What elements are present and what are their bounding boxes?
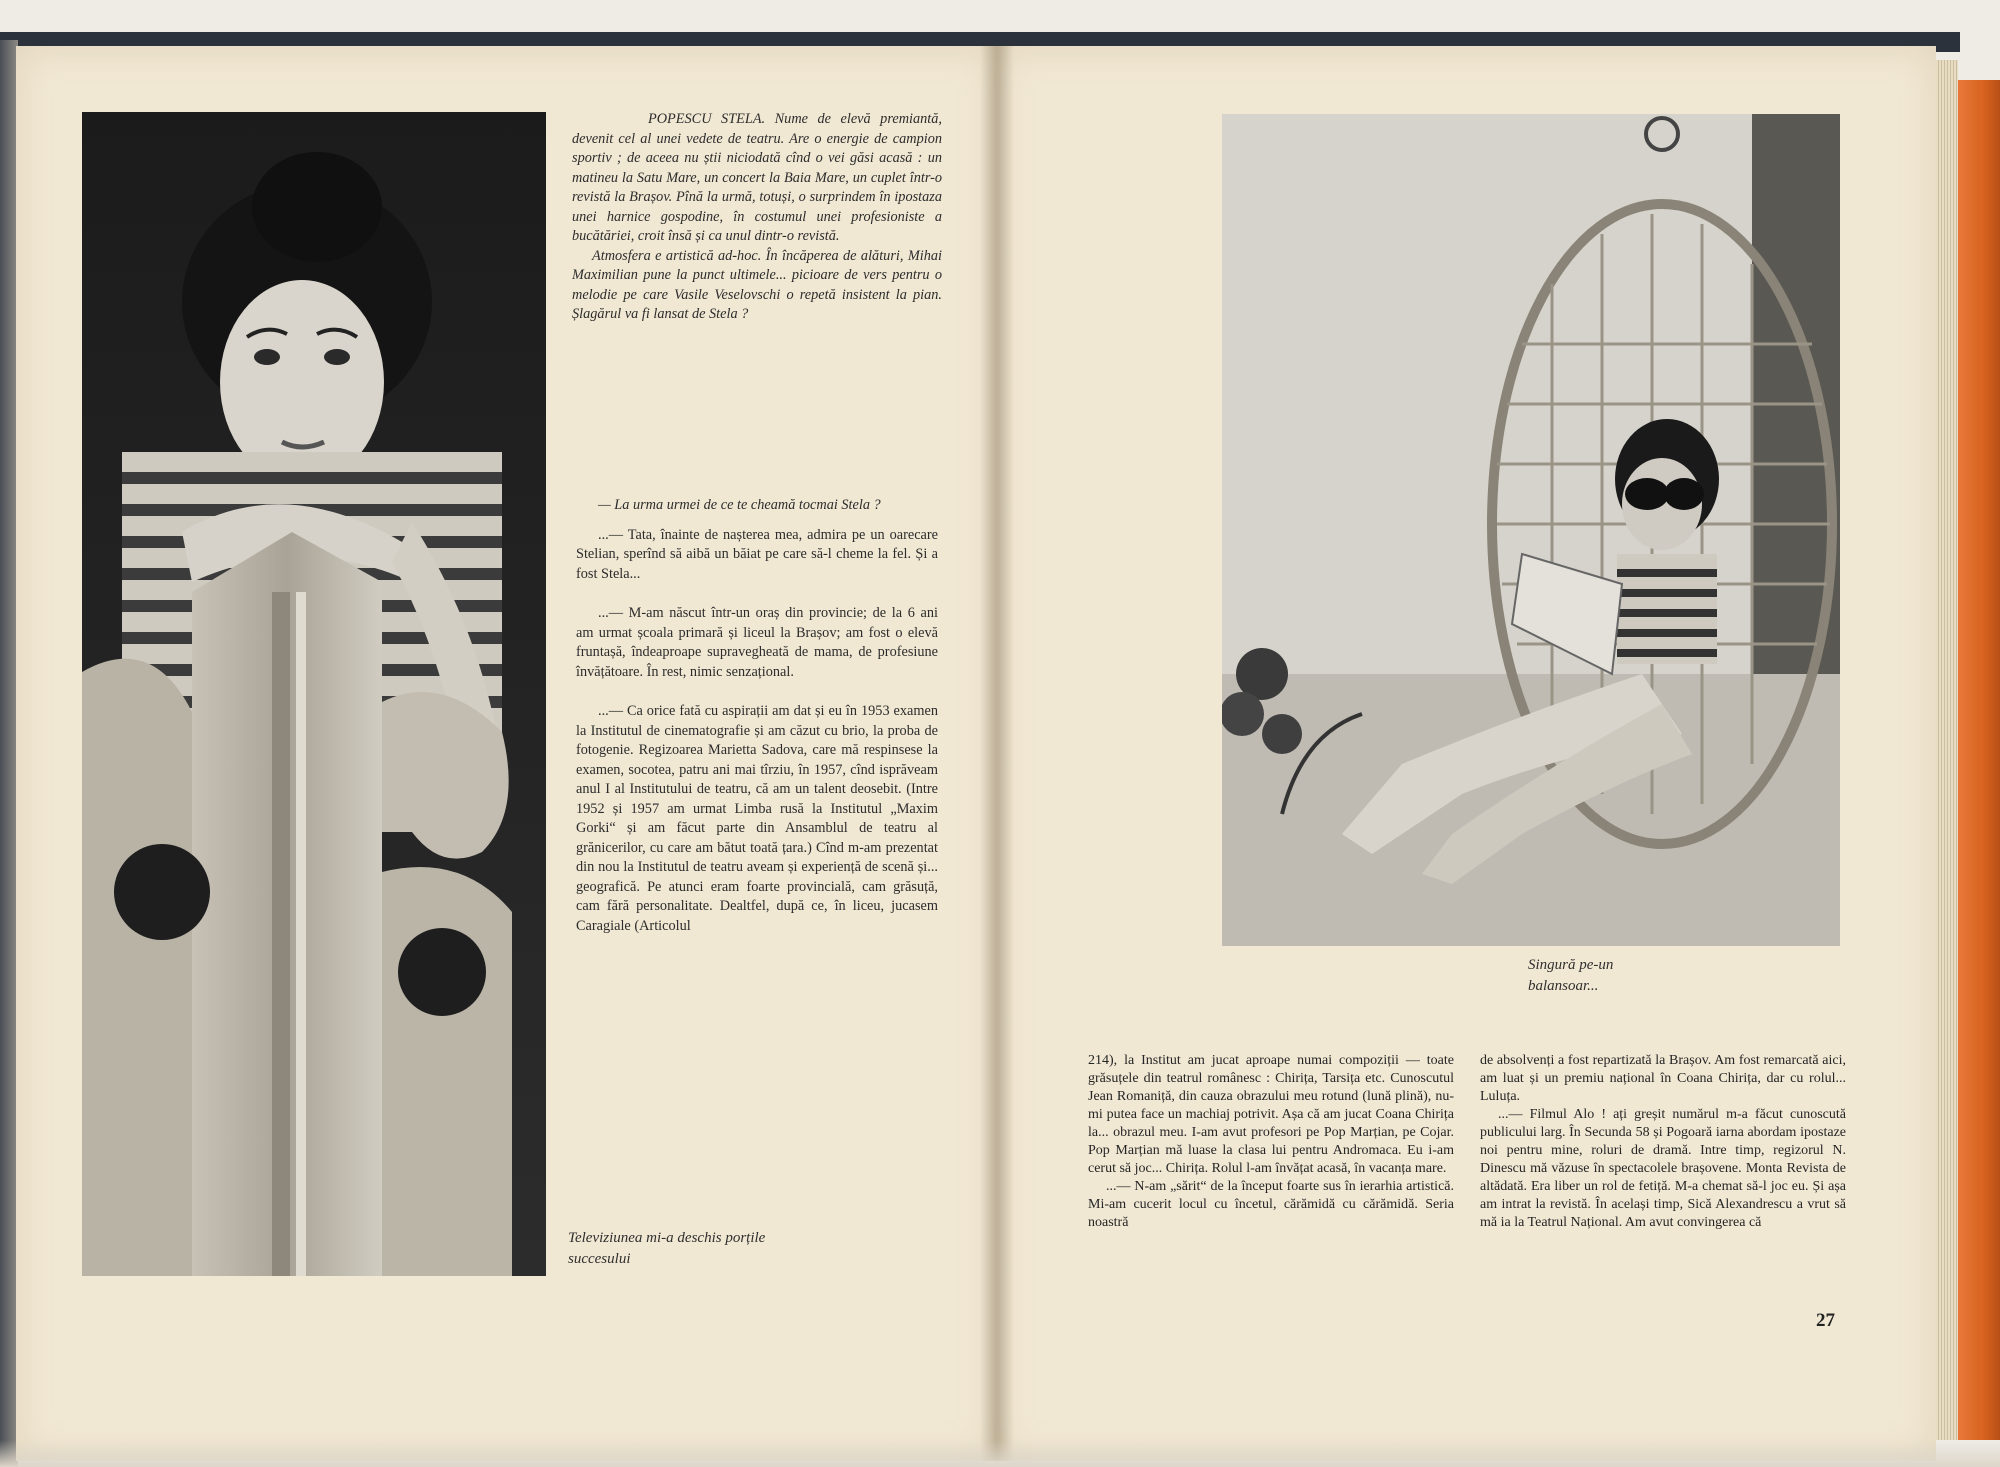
portrait-caption: Televiziunea mi-a deschis porțile succesului <box>568 1230 766 1267</box>
orange-cover-edge <box>1958 80 2000 1440</box>
paragraph: de absolvenți a fost repartizată la Brașov. Am fost remarcată aici, am luat și un premiu național în Coana Chirița, dar cu rolul... Luluța. <box>1480 1053 1846 1104</box>
interview-question: — La urma urmei de ce te cheamă tocmai Stela ? <box>598 497 881 513</box>
hanging-chair-photo <box>1222 114 1840 946</box>
paragraph: ...— N-am „sărit“ de la început foarte sus în ierarhia artistică. Mi-am cucerit locul cu încetul, cărămidă cu cărămidă. Seria noastră <box>1088 1179 1454 1230</box>
interview-answer: ...— Ca orice fată cu aspirații am dat și eu în 1953 examen la Institutul de cinematografie și am căzut cu brio, la proba de fotogenie. Regizoarea Marietta Sadova, care mă respinsese la examen, socotea, patru ani mai tîrziu, în 1957, cînd isprăveam anul I al Institutului de teatru, că am un talent deosebit. (Intre 1952 și 1957 am urmat Limba rusă la Institutul „Maxim Gorki“ și am făcut parte din Ansamblul de teatru al grănicerilor, cu care am bătut toată țara.) Cînd m-am prezentat din nou la Institutul de teatru aveam și experiență de scenă și... geografică. Pe atunci eram foarte provincială, cam grăsuță, cam fără personalitate. Dealtfel, după ce, în liceu, jucasem Caragiale (Articolul <box>576 703 938 934</box>
intro-paragraph: POPESCU STELA. Nume de elevă premiantă, devenit cel al unei vedete de teatru. Are o energie de campion sportiv ; de aceea nu știi niciodată cînd o vei găsi acasă : un matineu la Satu Mare, un concert la Baia Mare, un cuplet într-o revistă la Brașov. Pînă la urmă, totuși, o surprindem în ipostaza unei harnice gospodine, în costumul unei profesioniste a bucătăriei, croit însă și ca unul dintr-o revistă. <box>572 111 942 244</box>
hanging-chair-caption: Singură pe-un balansoar... <box>1528 957 1614 994</box>
paragraph: ...— Filmul Alo ! ați greșit numărul m-a făcut cunoscută publicului larg. În Secunda 58 și Pogoară iarna abordam ipostaze noi pentru mine, roluri de dramă. Intre timp, regizorul N. Dinescu mă văzuse în spectacolele brașovene. Monta Revista de altădată. Era liber un rol de fetiță. M-a chemat să-l joc eu. Și așa am intrat la revistă. În același timp, Sică Alexandrescu a vrut să mă ia la Teatrul Național. Am avut convingerea că <box>1480 1107 1846 1230</box>
scan-bottom-band <box>0 1440 2000 1467</box>
right-column-2 <box>1480 1052 1846 1232</box>
portrait-photo <box>82 112 546 1276</box>
book-gutter <box>980 46 1014 1461</box>
intro-paragraph: Atmosfera e artistică ad-hoc. În încăperea de alături, Mihai Maximilian pune la punct ultimele... picioare de vers pentru o melodie pe care Vasile Veselovschi o repetă insistent la pian. Șlagărul va fi lansat de Stela ? <box>572 247 942 322</box>
paragraph: 214), la Institut am jucat aproape numai compoziții — toate grăsuțele din teatrul românesc : Chirița, Tarsița etc. Cunoscutul Jean Romaniță, din cauza obrazului meu rotund (lună plină), nu-mi putea face un machiaj potrivit. Așa că am jucat Coana Chirița la... obrazul meu. I-am avut profesori pe Pop Marțian, pe Cojar. Pop Marțian mă luase la clasa lui pentru Andromaca. Eu i-am cerut să joc... Chirița. Rolul l-am învățat acasă, în vacanța mare. <box>1088 1053 1454 1176</box>
intro-text <box>572 110 942 325</box>
page-number: 27 <box>1816 1310 1835 1331</box>
interview-answer: ...— M-am născut într-un oraș din provincie; de la 6 ani am urmat școala primară și liceul la Brașov; am fost o elevă fruntașă, îndeaproape supravegheată de mama, de profesiune învățătoare. În rest, nimic senzațional. <box>576 605 938 680</box>
interview-answer: ...— Tata, înainte de nașterea mea, admira pe un oarecare Stelian, sperînd să aibă un băiat pe care să-l cheme la fel. Și a fost Stela... <box>576 526 938 582</box>
page-leaves <box>1936 60 1958 1440</box>
interview-text-left <box>576 496 938 946</box>
right-column-1 <box>1088 1052 1454 1232</box>
